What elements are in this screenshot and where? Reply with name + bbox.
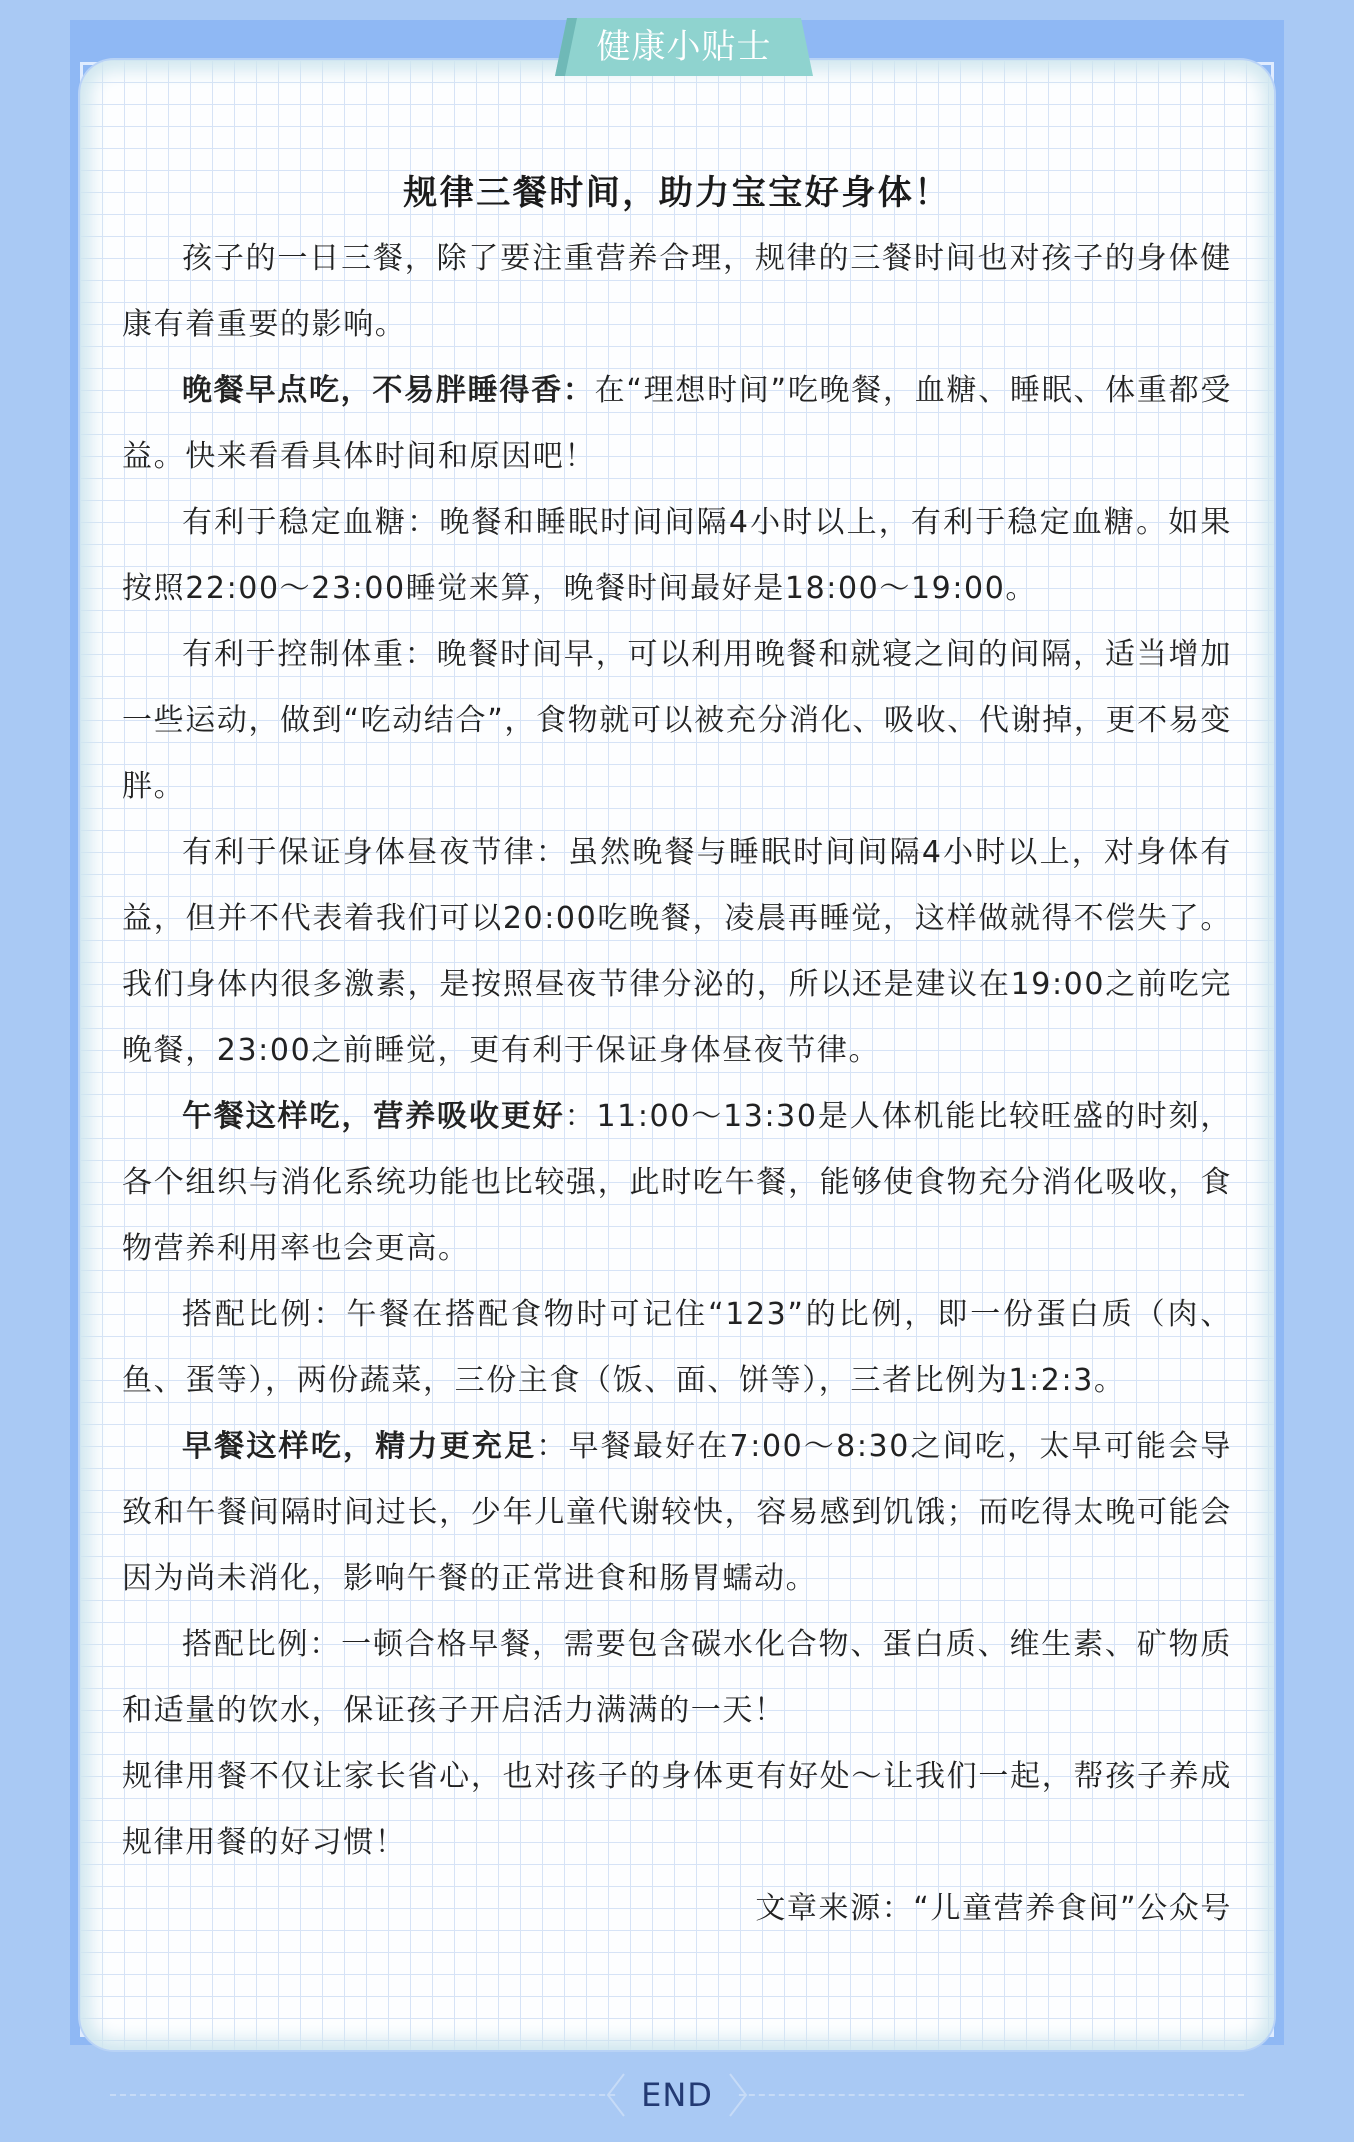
paragraph (122, 358, 1232, 490)
article-title: 规律三餐时间，助力宝宝好身体！ (403, 173, 951, 213)
paragraph-text: 有利于稳定血糖：晚餐和睡眠时间间隔4小时以上，有利于稳定血糖。如果按照22:00～23:00睡觉来算，晚餐时间最好是18:00～19:00。 (122, 505, 1232, 606)
paragraph-text: ：11:00～13:30是人体机能比较旺盛的时刻，各个组织与消化系统功能也比较强，此时吃午餐，能够使食物充分消化吸收，食物营养利用率也会更高。 (122, 1099, 1232, 1266)
paragraph-text: 有利于保证身体昼夜节律：虽然晚餐与睡眠时间间隔4小时以上，对身体有益，但并不代表着我们可以20:00吃晚餐，凌晨再睡觉，这样做就得不偿失了。我们身体内很多激素，是按照昼夜节律分泌的，所以还是建议在19:00之前吃完晚餐，23:00之前睡觉，更有利于保证身体昼夜节律。 (122, 835, 1232, 1068)
section-heading: 晚餐早点吃，不易胖睡得香： (182, 373, 595, 408)
paragraph (122, 490, 1232, 622)
chevron-right-icon (724, 2070, 754, 2120)
paragraph-text: 在“理想时间”吃晚餐，血糖、睡眠、体重都受益。快来看看具体时间和原因吧！ (122, 373, 1232, 474)
tag-label: 健康小贴士 (596, 27, 772, 67)
paragraph-text: 孩子的一日三餐，除了要注重营养合理，规律的三餐时间也对孩子的身体健康有着重要的影响。 (122, 241, 1232, 342)
paragraph (122, 1744, 1232, 1876)
paragraph (122, 622, 1232, 820)
header-tag (555, 18, 813, 76)
paragraph (122, 226, 1232, 358)
paragraph-text: 有利于控制体重：晚餐时间早，可以利用晚餐和就寝之间的间隔，适当增加一些运动，做到“吃动结合”，食物就可以被充分消化、吸收、代谢掉，更不易变胖。 (122, 637, 1232, 804)
paragraph (122, 820, 1232, 1084)
paragraph-text: ：早餐最好在7:00～8:30之间吃，太早可能会导致和午餐间隔时间过长，少年儿童代谢较快，容易感到饥饿；而吃得太晚可能会因为尚未消化，影响午餐的正常进食和肠胃蠕动。 (122, 1429, 1232, 1596)
paragraph-text: 规律用餐不仅让家长省心，也对孩子的身体更有好处～让我们一起，帮孩子养成规律用餐的好习惯！ (122, 1759, 1232, 1860)
section-heading: 午餐这样吃，营养吸收更好 (182, 1099, 565, 1134)
paragraph (122, 1414, 1232, 1612)
end-label: END (641, 2076, 713, 2114)
paragraph (122, 1282, 1232, 1414)
section-heading: 早餐这样吃，精力更充足 (182, 1429, 537, 1464)
paragraph (122, 1084, 1232, 1282)
paragraph (122, 1612, 1232, 1744)
paragraph-text: 搭配比例：午餐在搭配食物时可记住“123”的比例，即一份蛋白质（肉、鱼、蛋等），两份蔬菜，三份主食（饭、面、饼等），三者比例为1:2:3。 (122, 1297, 1232, 1398)
article-source: 文章来源：“儿童营养食间”公众号 (755, 1891, 1232, 1926)
paragraph-text: 搭配比例：一顿合格早餐，需要包含碳水化合物、蛋白质、维生素、矿物质和适量的饮水，保证孩子开启活力满满的一天！ (122, 1627, 1232, 1728)
chevron-left-icon (600, 2070, 630, 2120)
article-body (122, 170, 1232, 1942)
footer (0, 2060, 1354, 2130)
